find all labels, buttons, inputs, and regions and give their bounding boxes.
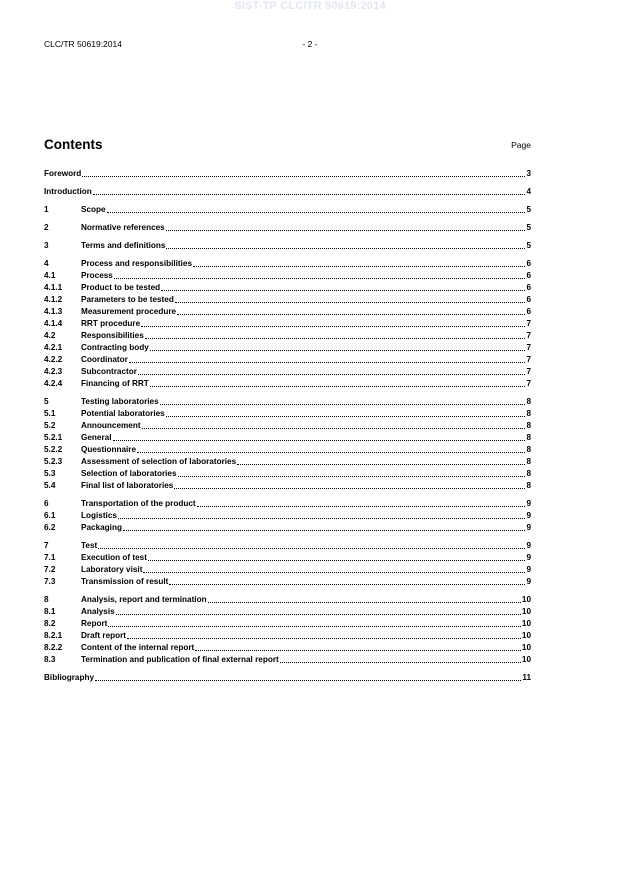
toc-entry-number: 4.1 xyxy=(44,271,56,280)
toc-entry-number: 4 xyxy=(44,259,49,268)
toc-entry-page: 8 xyxy=(526,421,531,430)
toc-entry-page: 7 xyxy=(526,343,531,352)
toc-entry-page: 8 xyxy=(526,457,531,466)
toc-entry-number: 7.2 xyxy=(44,565,56,574)
page-number: - 2 - xyxy=(302,39,318,49)
dot-leader xyxy=(114,276,526,279)
watermark: SIST-TP CLC/TR 50619:2014 xyxy=(234,0,386,12)
dot-leader xyxy=(108,624,521,627)
toc-entry-title: Termination and publication of final external report xyxy=(81,655,279,664)
toc-entry[interactable] xyxy=(44,630,531,642)
dot-leader xyxy=(143,570,525,573)
dot-leader xyxy=(98,546,525,549)
toc-entry-title: Product to be tested xyxy=(81,283,161,292)
toc-entry-title: Responsibilities xyxy=(81,331,144,340)
toc-entry-page: 9 xyxy=(526,577,531,586)
toc-entry-page: 6 xyxy=(526,295,531,304)
toc-entry[interactable] xyxy=(44,318,531,330)
toc-entry-title: Foreword xyxy=(44,169,82,178)
toc-entry-page: 8 xyxy=(526,445,531,454)
toc-entry-page: 9 xyxy=(526,499,531,508)
toc-entry[interactable] xyxy=(44,444,531,456)
toc-entry-title: Laboratory visit xyxy=(81,565,143,574)
toc-entry[interactable] xyxy=(44,204,531,216)
toc-entry[interactable] xyxy=(44,552,531,564)
toc-entry-number: 6 xyxy=(44,499,49,508)
toc-entry-number: 5.2.3 xyxy=(44,457,63,466)
toc-entry-title: Measurement procedure xyxy=(81,307,177,316)
dot-leader xyxy=(113,438,526,441)
toc-entry-number: 8.2.2 xyxy=(44,643,63,652)
toc-entry[interactable] xyxy=(44,480,531,492)
dot-leader xyxy=(237,462,525,465)
toc-entry-title: Content of the internal report xyxy=(81,643,195,652)
toc-entry-title: Process and responsibilities xyxy=(81,259,193,268)
toc-entry-number: 6.2 xyxy=(44,523,56,532)
toc-entry[interactable] xyxy=(44,222,531,234)
toc-entry-page: 9 xyxy=(526,553,531,562)
toc-entry-title: Report xyxy=(81,619,108,628)
toc-entry-page: 7 xyxy=(526,355,531,364)
toc-entry-title: Coordinator xyxy=(81,355,128,364)
toc-entry-number: 4.1.1 xyxy=(44,283,63,292)
dot-leader xyxy=(82,174,525,177)
toc-entry-number: 7.1 xyxy=(44,553,56,562)
toc-entry[interactable] xyxy=(44,342,531,354)
dot-leader xyxy=(208,600,521,603)
toc-entry-title: Parameters to be tested xyxy=(81,295,174,304)
toc-entry[interactable] xyxy=(44,366,531,378)
toc-entry-number: 4.2.2 xyxy=(44,355,63,364)
toc-entry-number: 4.2.3 xyxy=(44,367,63,376)
toc-entry-number: 4.2 xyxy=(44,331,56,340)
toc-entry-number: 8.3 xyxy=(44,655,56,664)
dot-leader xyxy=(145,336,526,339)
toc-entry-number: 4.1.2 xyxy=(44,295,63,304)
dot-leader xyxy=(178,474,526,477)
toc-entry-number: 1 xyxy=(44,205,49,214)
toc-entry-page: 5 xyxy=(526,205,531,214)
dot-leader xyxy=(193,264,525,267)
toc-entry-title: Process xyxy=(81,271,113,280)
toc-entry-title: Announcement xyxy=(81,421,141,430)
dot-leader xyxy=(166,228,526,231)
toc-entry-title: Transmission of result xyxy=(81,577,169,586)
toc-entry-number: 4.1.3 xyxy=(44,307,63,316)
dot-leader xyxy=(148,558,525,561)
dot-leader xyxy=(93,192,526,195)
dot-leader xyxy=(177,312,525,315)
toc-entry-title: RRT procedure xyxy=(81,319,141,328)
toc-entry-number: 5.3 xyxy=(44,469,56,478)
dot-leader xyxy=(150,384,526,387)
dot-leader xyxy=(118,516,525,519)
toc-entry-number: 7.3 xyxy=(44,577,56,586)
toc-entry-page: 10 xyxy=(521,643,531,652)
dot-leader xyxy=(195,648,521,651)
toc-entry[interactable] xyxy=(44,378,531,390)
toc-entry-number: 5.4 xyxy=(44,481,56,490)
toc-entry-number: 8.2 xyxy=(44,619,56,628)
toc-entry[interactable] xyxy=(44,540,531,552)
dot-leader xyxy=(160,402,526,405)
toc-entry-page: 6 xyxy=(526,307,531,316)
toc-entry-title: General xyxy=(81,433,112,442)
toc-entry-page: 7 xyxy=(526,367,531,376)
page-column-label: Page xyxy=(511,140,531,150)
toc-entry[interactable] xyxy=(44,354,531,366)
toc-entry-page: 9 xyxy=(526,565,531,574)
toc-entry[interactable] xyxy=(44,576,531,588)
dot-leader xyxy=(127,636,521,639)
toc-entry-page: 8 xyxy=(526,481,531,490)
dot-leader xyxy=(280,660,521,663)
toc-entry-page: 4 xyxy=(526,187,531,196)
toc-entry-title: Introduction xyxy=(44,187,92,196)
toc-entry-number: 6.1 xyxy=(44,511,56,520)
toc-entry[interactable] xyxy=(44,642,531,654)
toc-entry[interactable] xyxy=(44,396,531,408)
toc-entry-title: Bibliography xyxy=(44,673,95,682)
contents-title: Contents xyxy=(44,137,103,152)
toc-entry[interactable] xyxy=(44,654,531,666)
toc-entry-page: 10 xyxy=(521,619,531,628)
document-id: CLC/TR 50619:2014 xyxy=(44,39,122,49)
dot-leader xyxy=(161,288,525,291)
toc-entry[interactable] xyxy=(44,468,531,480)
toc-entry-page: 10 xyxy=(521,655,531,664)
toc-entry-title: Transportation of the product xyxy=(81,499,196,508)
toc-entry-title: Potential laboratories xyxy=(81,409,165,418)
toc-entry[interactable] xyxy=(44,432,531,444)
toc-entry-number: 8 xyxy=(44,595,49,604)
toc-entry-title: Execution of test xyxy=(81,553,147,562)
toc-entry-title: Subcontractor xyxy=(81,367,137,376)
toc-entry-page: 8 xyxy=(526,433,531,442)
toc-entry-page: 8 xyxy=(526,409,531,418)
toc-entry-number: 4.2.4 xyxy=(44,379,63,388)
toc-entry-number: 5.2.2 xyxy=(44,445,63,454)
toc-entry[interactable] xyxy=(44,330,531,342)
toc-entry-number: 8.2.1 xyxy=(44,631,63,640)
toc-entry-page: 3 xyxy=(526,169,531,178)
toc-entry[interactable] xyxy=(44,618,531,630)
dot-leader xyxy=(197,504,526,507)
toc-entry-page: 10 xyxy=(521,595,531,604)
toc-entry-number: 5.1 xyxy=(44,409,56,418)
toc-entry[interactable] xyxy=(44,420,531,432)
toc-entry-page: 6 xyxy=(526,283,531,292)
toc-entry[interactable] xyxy=(44,270,531,282)
toc-entry-title: Draft report xyxy=(81,631,127,640)
dot-leader xyxy=(107,210,526,213)
toc-entry-title: Analysis, report and termination xyxy=(81,595,207,604)
toc-entry-page: 5 xyxy=(526,241,531,250)
dot-leader xyxy=(169,582,525,585)
dot-leader xyxy=(150,348,526,351)
toc-entry[interactable] xyxy=(44,258,531,270)
toc-entry-page: 10 xyxy=(521,607,531,616)
toc-entry-title: Test xyxy=(81,541,98,550)
dot-leader xyxy=(142,426,526,429)
toc-entry-page: 7 xyxy=(526,331,531,340)
toc-entry-page: 7 xyxy=(526,319,531,328)
toc-entry-title: Testing laboratories xyxy=(81,397,159,406)
toc-entry-title: Final list of laboratories xyxy=(81,481,174,490)
toc-entry[interactable] xyxy=(44,240,531,252)
toc-entry[interactable] xyxy=(44,594,531,606)
toc-entry-page: 8 xyxy=(526,469,531,478)
toc-entry[interactable] xyxy=(44,186,531,198)
dot-leader xyxy=(141,324,525,327)
toc-entry-title: Packaging xyxy=(81,523,122,532)
toc-entry[interactable] xyxy=(44,564,531,576)
toc-entry-number: 4.2.1 xyxy=(44,343,63,352)
dot-leader xyxy=(116,612,521,615)
toc-entry-number: 4.1.4 xyxy=(44,319,63,328)
toc-entry[interactable] xyxy=(44,168,531,180)
dot-leader xyxy=(129,360,526,363)
dot-leader xyxy=(95,678,521,681)
toc-entry[interactable] xyxy=(44,306,531,318)
dot-leader xyxy=(137,450,525,453)
toc-entry-number: 5 xyxy=(44,397,49,406)
toc-entry-page: 11 xyxy=(522,673,531,682)
toc-entry-title: Normative references xyxy=(81,223,165,232)
toc-entry-page: 9 xyxy=(526,523,531,532)
toc-entry-title: Selection of laboratories xyxy=(81,469,177,478)
toc-entry-page: 6 xyxy=(526,259,531,268)
toc-entry-title: Questionnaire xyxy=(81,445,137,454)
toc-entry-number: 5.2.1 xyxy=(44,433,63,442)
dot-leader xyxy=(138,372,525,375)
dot-leader xyxy=(166,414,526,417)
toc-entry-page: 9 xyxy=(526,541,531,550)
toc-entry[interactable] xyxy=(44,672,531,684)
dot-leader xyxy=(123,528,525,531)
dot-leader xyxy=(166,246,525,249)
toc-entry-title: Scope xyxy=(81,205,106,214)
toc-entry-title: Financing of RRT xyxy=(81,379,149,388)
toc-entry-title: Logistics xyxy=(81,511,117,520)
toc-entry-title: Contracting body xyxy=(81,343,149,352)
dot-leader xyxy=(174,486,525,489)
toc-entry[interactable] xyxy=(44,498,531,510)
toc-entry[interactable] xyxy=(44,510,531,522)
toc-entry[interactable] xyxy=(44,408,531,420)
toc-entry-page: 9 xyxy=(526,511,531,520)
toc-entry[interactable] xyxy=(44,456,531,468)
toc-entry[interactable] xyxy=(44,294,531,306)
toc-entry-number: 3 xyxy=(44,241,49,250)
toc-entry-page: 8 xyxy=(526,397,531,406)
toc-entry-number: 5.2 xyxy=(44,421,56,430)
toc-entry[interactable] xyxy=(44,522,531,534)
toc-entry-page: 6 xyxy=(526,271,531,280)
toc-entry[interactable] xyxy=(44,282,531,294)
toc-entry[interactable] xyxy=(44,606,531,618)
dot-leader xyxy=(175,300,526,303)
toc-entry-number: 8.1 xyxy=(44,607,56,616)
toc-entry-title: Assessment of selection of laboratories xyxy=(81,457,237,466)
toc-entry-title: Analysis xyxy=(81,607,115,616)
toc-entry-number: 7 xyxy=(44,541,49,550)
table-of-contents xyxy=(44,168,531,684)
toc-entry-page: 10 xyxy=(521,631,531,640)
toc-entry-page: 7 xyxy=(526,379,531,388)
toc-entry-title: Terms and definitions xyxy=(81,241,166,250)
toc-entry-page: 5 xyxy=(526,223,531,232)
toc-entry-number: 2 xyxy=(44,223,49,232)
